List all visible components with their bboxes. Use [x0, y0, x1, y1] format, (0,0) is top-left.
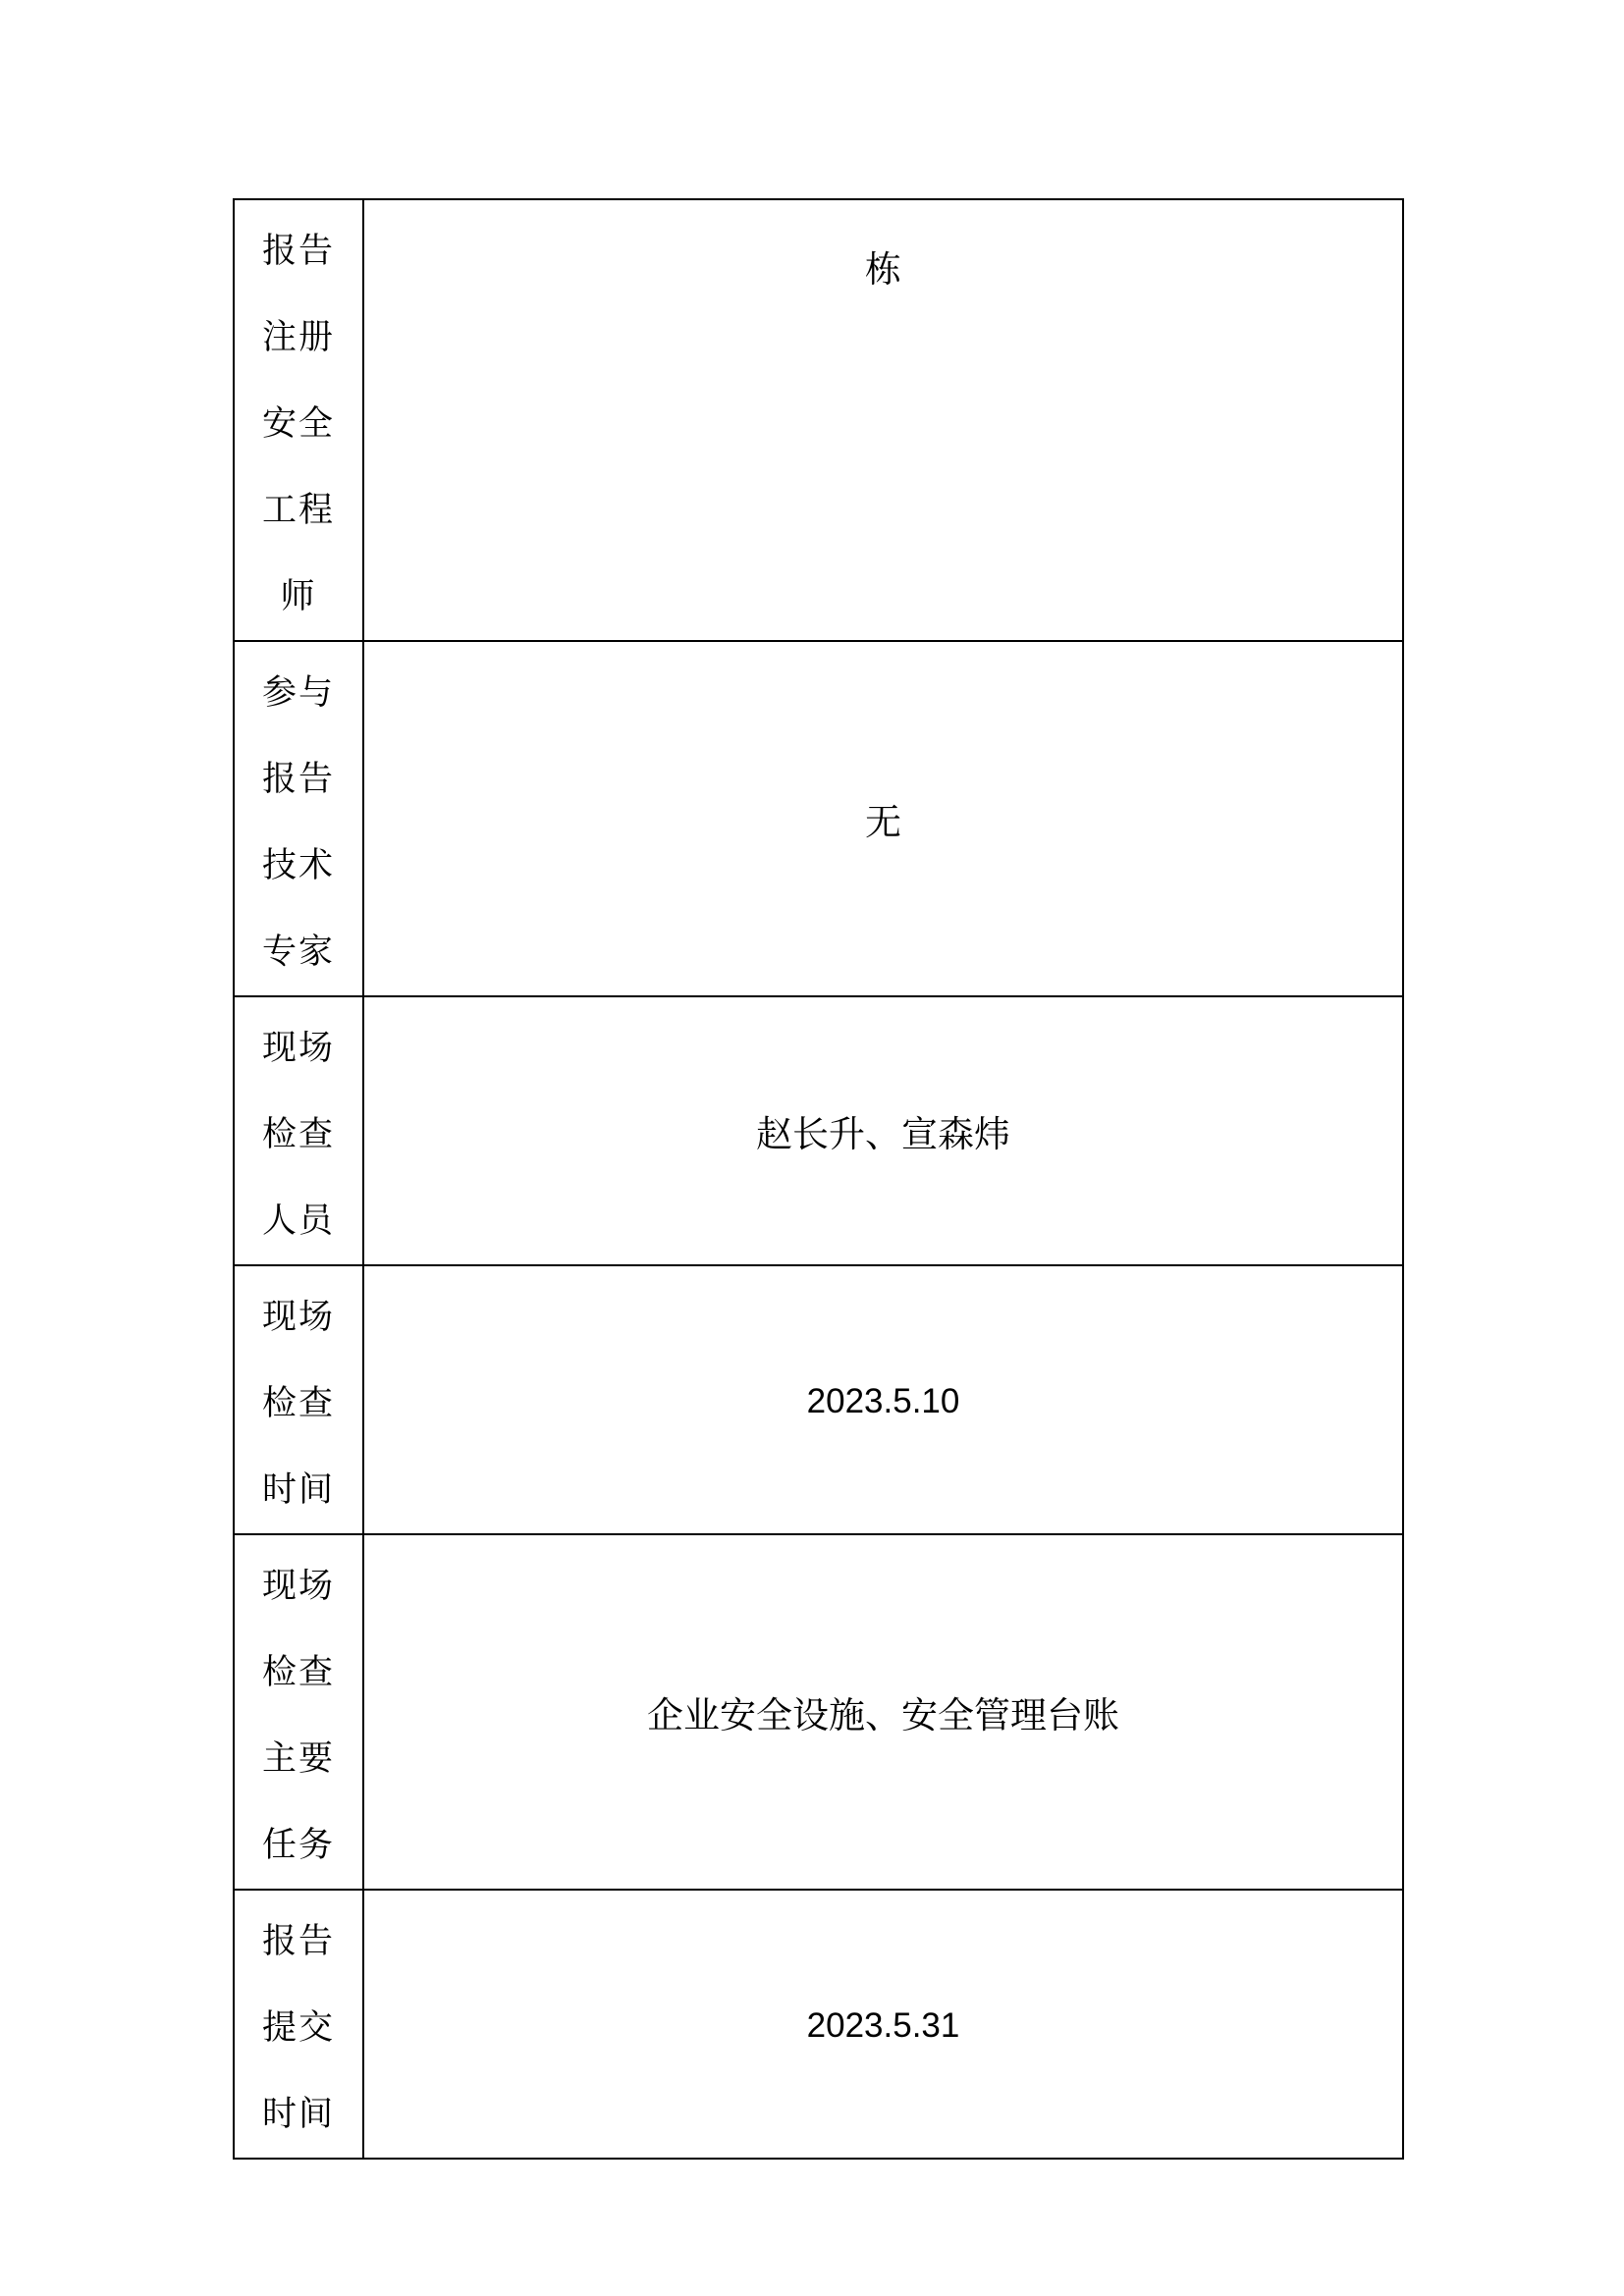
report-info-table: [233, 198, 1404, 2160]
row-value-cell: [363, 1534, 1403, 1890]
row-value-text: 赵长升、宣森炜: [756, 1113, 1010, 1155]
row-label-line: 现场: [261, 1298, 335, 1337]
row-label-line: 工程: [261, 491, 335, 530]
table-row-safety-engineer: [234, 199, 1403, 641]
row-label-cell: [234, 1534, 363, 1890]
row-value-text: 企业安全设施、安全管理台账: [647, 1694, 1119, 1736]
row-label-line: 检查: [261, 1653, 335, 1692]
row-value-text: 2023.5.31: [806, 2005, 960, 2045]
row-value-cell: [363, 199, 1403, 641]
row-label-line: 人员: [261, 1201, 335, 1241]
row-label-cell: [234, 1265, 363, 1534]
row-label-line: 安全: [261, 404, 335, 444]
row-label-line: 报告: [261, 1922, 335, 1961]
row-label-line: 现场: [261, 1029, 335, 1068]
table-row-technical-experts: [234, 641, 1403, 996]
row-label-line: 时间: [261, 1470, 335, 1510]
row-label-line: 主要: [261, 1739, 335, 1779]
row-label-line: 提交: [261, 2008, 335, 2048]
row-label-cell: [234, 1890, 363, 2159]
row-value-cell: [363, 1890, 1403, 2159]
table-row-submission-date: [234, 1890, 1403, 2159]
row-label-cell: [234, 199, 363, 641]
row-label-cell: [234, 641, 363, 996]
row-label-line: 现场: [261, 1567, 335, 1606]
row-label-line: 师: [280, 577, 317, 616]
row-label-line: 报告: [261, 760, 335, 799]
row-label-line: 检查: [261, 1115, 335, 1154]
row-label-line: 技术: [261, 846, 335, 885]
row-label-line: 注册: [261, 318, 335, 357]
row-value-text: 无: [865, 801, 901, 843]
row-label-line: 专家: [261, 933, 335, 972]
row-value-text: 栋: [865, 248, 901, 291]
row-label-line: 时间: [261, 2095, 335, 2134]
table-row-inspectors: [234, 996, 1403, 1265]
row-label-cell: [234, 996, 363, 1265]
row-value-text: 2023.5.10: [806, 1381, 960, 1420]
row-value-cell: [363, 996, 1403, 1265]
table-row-main-tasks: [234, 1534, 1403, 1890]
row-value-cell: [363, 641, 1403, 996]
row-value-cell: [363, 1265, 1403, 1534]
row-label-line: 报告: [261, 232, 335, 271]
row-label-line: 任务: [261, 1826, 335, 1865]
table-row-inspection-date: [234, 1265, 1403, 1534]
row-label-line: 检查: [261, 1384, 335, 1423]
row-label-line: 参与: [261, 673, 335, 713]
